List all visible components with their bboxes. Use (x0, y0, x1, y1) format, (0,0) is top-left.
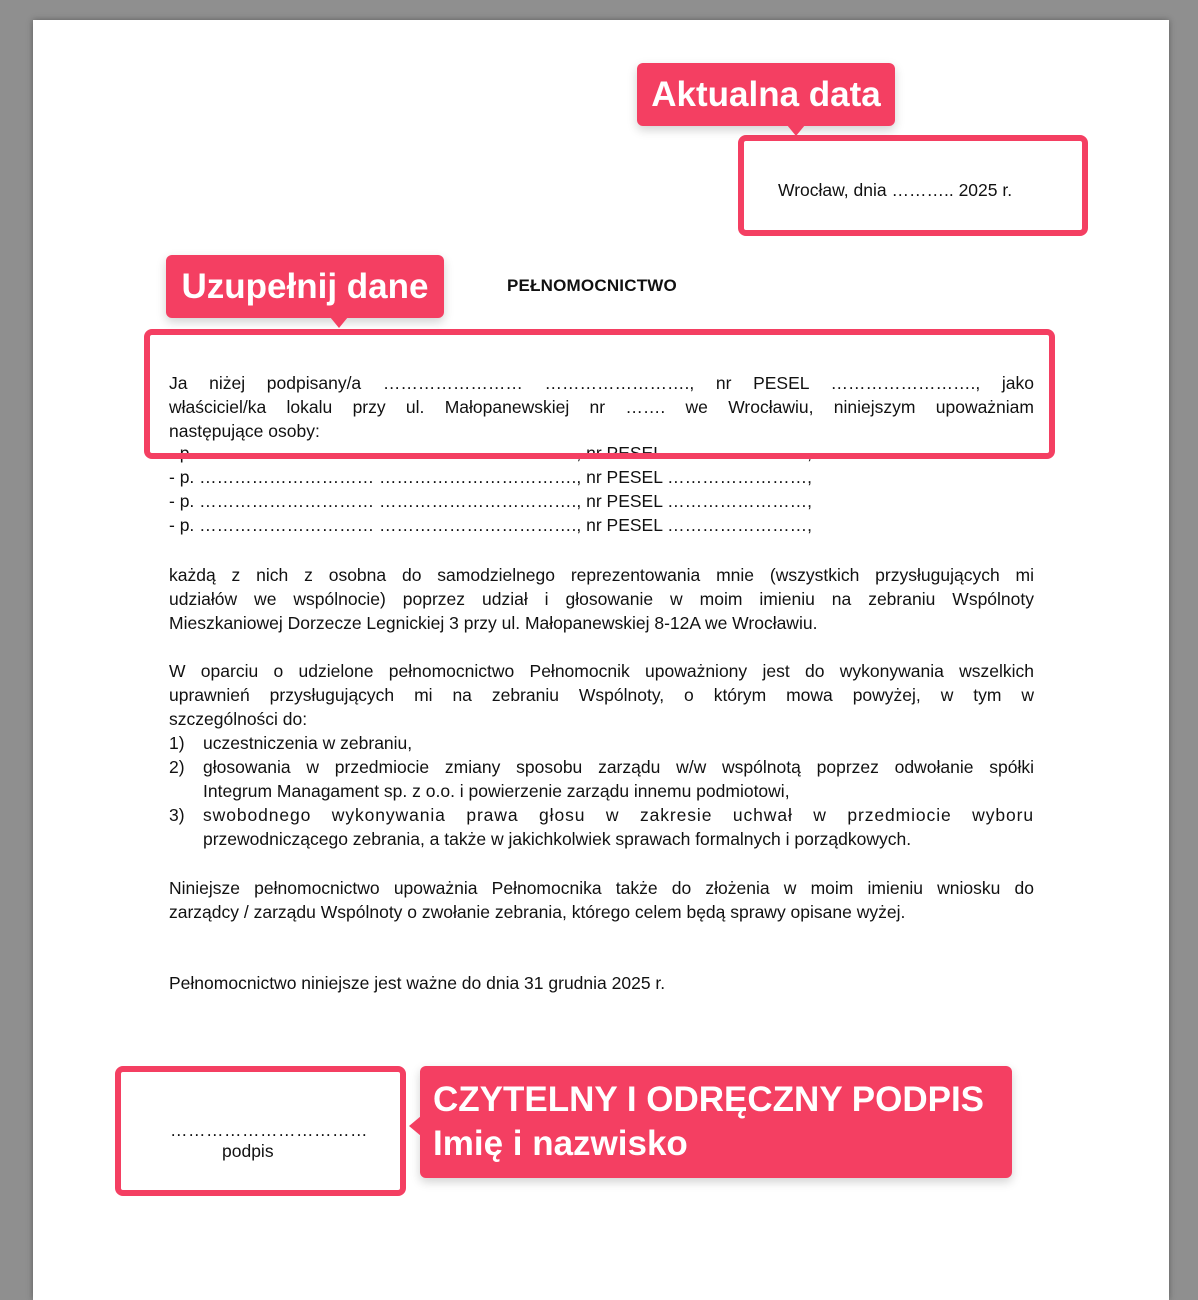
date-highlight-box (738, 135, 1088, 236)
intro-line-1: Ja niżej podpisany/a …………………… ……………………., nr PESEL ……………………., jako (169, 373, 1034, 393)
paragraph2-line-1: W oparciu o udzielone pełnomocnictwo Pełnomocnik upoważniony jest do wykonywania wszelkich (169, 661, 1034, 681)
fill-data-callout-label: Uzupełnij dane (166, 255, 444, 318)
list-item-text-continued: Integrum Managament sp. z o.o. i powierzenie zarządu innemu podmiotowi, (203, 781, 790, 801)
signature-dots: …………………………… (170, 1120, 368, 1140)
signature-highlight-box (115, 1066, 406, 1196)
person-line-1: - p. ………………………… ……………………………., nr PESEL ……………………, (169, 443, 813, 463)
paragraph3-line-1: Niniejsze pełnomocnictwo upoważnia Pełnomocnika także do złożenia w moim imieniu wniosku do (169, 878, 1034, 898)
signature-callout-pointer (409, 1116, 421, 1136)
paragraph-representation (169, 563, 1034, 635)
signature-callout-line-1: CZYTELNY I ODRĘCZNY PODPIS (433, 1080, 985, 1119)
person-line-3: - p. ………………………… ……………………………., nr PESEL ……………………, (169, 491, 813, 511)
paragraph1-line-3: Mieszkaniowej Dorzecze Legnickiej 3 przy ul. Małopanewskiej 8-12A we Wrocławiu. (169, 613, 818, 633)
signature-callout-label (420, 1066, 1012, 1178)
validity-statement: Pełnomocnictwo niniejsze jest ważne do dnia 31 grudnia 2025 r. (169, 973, 666, 993)
list-item-text-continued: przewodniczącego zebrania, a także w jakichkolwiek sprawach formalnych i porządkowych. (203, 829, 912, 849)
fill-data-highlight-box (144, 329, 1055, 459)
date-callout-label: Aktualna data (637, 63, 895, 126)
paragraph3-line-2: zarządcy / zarządu Wspólnoty o zwołanie zebrania, którego celem będą sprawy opisane wyżej. (169, 902, 906, 922)
document-title: PEŁNOMOCNICTWO (507, 276, 677, 295)
date-line: Wrocław, dnia ……….. 2025 r. (778, 180, 1013, 200)
list-number: 3) (169, 805, 185, 825)
fill-data-callout-pointer (330, 317, 348, 328)
person-line-4: - p. ………………………… ……………………………., nr PESEL ……………………, (169, 515, 813, 535)
list-number: 1) (169, 733, 185, 753)
list-number: 2) (169, 757, 185, 777)
paragraph-powers (169, 659, 1034, 731)
paragraph-request (169, 876, 1034, 924)
paragraph1-line-2: udziałów we wspólnocie) poprzez udział i głosowanie w moim imieniu na zebraniu Wspólnoty (169, 589, 1034, 609)
intro-line-3: następujące osoby: (169, 421, 320, 441)
list-item-3 (169, 803, 1034, 851)
list-item-text: głosowania w przedmiocie zmiany sposobu zarządu w/w wspólnotą poprzez odwołanie spółki (203, 757, 1034, 777)
list-item-text: swobodnego wykonywania prawa głosu w zakresie uchwał w przedmiocie wyboru (203, 805, 1034, 825)
list-item-text: uczestniczenia w zebraniu, (203, 733, 413, 753)
signature-label: podpis (222, 1141, 274, 1161)
paragraph2-line-2: uprawnień przysługujących mi na zebraniu Wspólnoty, o którym mowa powyżej, w tym w (169, 685, 1034, 705)
person-line-2: - p. ………………………… ……………………………., nr PESEL ……………………, (169, 467, 813, 487)
date-callout-pointer (787, 125, 805, 136)
paragraph1-line-1: każdą z nich z osobna do samodzielnego reprezentowania mnie (wszystkich przysługujących mi (169, 565, 1034, 585)
signature-callout-line-2: Imię i nazwisko (433, 1124, 688, 1163)
paragraph2-line-3: szczególności do: (169, 709, 308, 729)
intro-line-2: właściciel/ka lokalu przy ul. Małopanewskiej nr ……. we Wrocławiu, niniejszym upoważniam (169, 397, 1034, 417)
list-item-2 (169, 755, 1034, 803)
list-item-1 (169, 731, 1034, 755)
